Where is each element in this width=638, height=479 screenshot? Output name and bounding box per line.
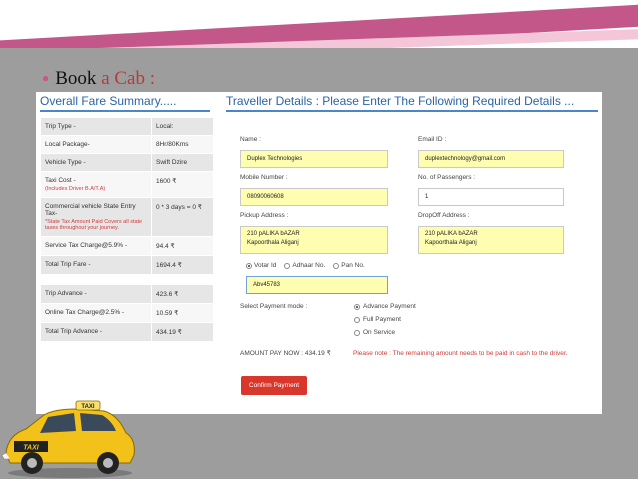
table-row: Total Trip Fare - 1694.4 ₹: [41, 256, 213, 275]
radio-full-payment[interactable]: Full Payment: [354, 316, 401, 323]
table-row: Online Tax Charge@2.5% - 10.59 ₹: [41, 304, 213, 323]
table-row: Commercial vehicle State Entry Tax- *State Tax Amount Paid Covers all state taxes throughout your journey. 0 * 3 days = 0 ₹: [41, 198, 213, 237]
table-row: Taxi Cost - (Includes Driver B.A/T.A) 1600 ₹: [41, 172, 213, 198]
passengers-field[interactable]: 1: [418, 188, 564, 206]
bullet-text: Book: [55, 68, 102, 89]
table-row: Trip Type - Local:: [41, 118, 213, 136]
table-row: Total Trip Advance - 434.19 ₹: [41, 323, 213, 342]
taxi-illustration-icon: [0, 393, 140, 479]
radio-on-service[interactable]: On Service: [354, 329, 395, 336]
table-row: Service Tax Charge@5.9% - 94.4 ₹: [41, 237, 213, 256]
confirm-payment-button[interactable]: Confirm Payment: [241, 376, 307, 395]
bullet-icon: ●: [42, 71, 50, 85]
radio-advance-payment[interactable]: Advance Payment: [354, 303, 416, 310]
slide-bullet: [42, 68, 155, 90]
booking-screenshot: [36, 92, 602, 414]
fare-summary-title: Overall Fare Summary.....: [40, 94, 177, 108]
email-label: Email ID :: [418, 136, 447, 143]
payment-note: Please note : The remaining amount needs to be paid in cash to the driver.: [353, 350, 568, 357]
passengers-label: No. of Passengers :: [418, 174, 476, 181]
mobile-field[interactable]: 08090060608: [240, 188, 388, 206]
taxi-door-sign: TAXI: [23, 444, 39, 452]
dropoff-label: DropOff Address :: [418, 212, 470, 219]
payment-mode-label: Select Payment mode :: [240, 303, 308, 310]
slide-header-decoration: [0, 0, 638, 64]
radio-pan[interactable]: Pan No.: [333, 262, 365, 269]
amount-pay-now: AMOUNT PAY NOW : 434.19 ₹: [240, 350, 331, 357]
dropoff-address-field[interactable]: 210 pALIKA bAZAR Kapoorthala Aliganj: [418, 226, 564, 254]
traveller-details-title: Traveller Details : Please Enter The Following Required Details ...: [226, 94, 575, 108]
pickup-label: Pickup Address :: [240, 212, 289, 219]
table-row: Local Package- 8Hr/80Kms: [41, 136, 213, 154]
id-type-radio-group: [246, 262, 365, 269]
name-label: Name :: [240, 136, 261, 143]
radio-adhaar[interactable]: Adhaar No.: [284, 262, 325, 269]
bullet-accent: a Cab :: [101, 68, 156, 89]
email-field[interactable]: duplextechnology@gmail.com: [418, 150, 564, 168]
mobile-label: Mobile Number :: [240, 174, 288, 181]
name-field[interactable]: Duplex Technologies: [240, 150, 388, 168]
taxi-roof-sign: TAXI: [81, 404, 95, 410]
fare-summary-table: [41, 118, 213, 342]
radio-votar-id[interactable]: Votar Id: [246, 262, 276, 269]
pickup-address-field[interactable]: 210 pALIKA bAZAR Kapoorthala Aliganj: [240, 226, 388, 254]
table-row: Trip Advance - 423.6 ₹: [41, 285, 213, 304]
id-number-field[interactable]: Abv45783: [246, 276, 388, 294]
table-row: Vehicle Type - Swift Dzire: [41, 154, 213, 172]
